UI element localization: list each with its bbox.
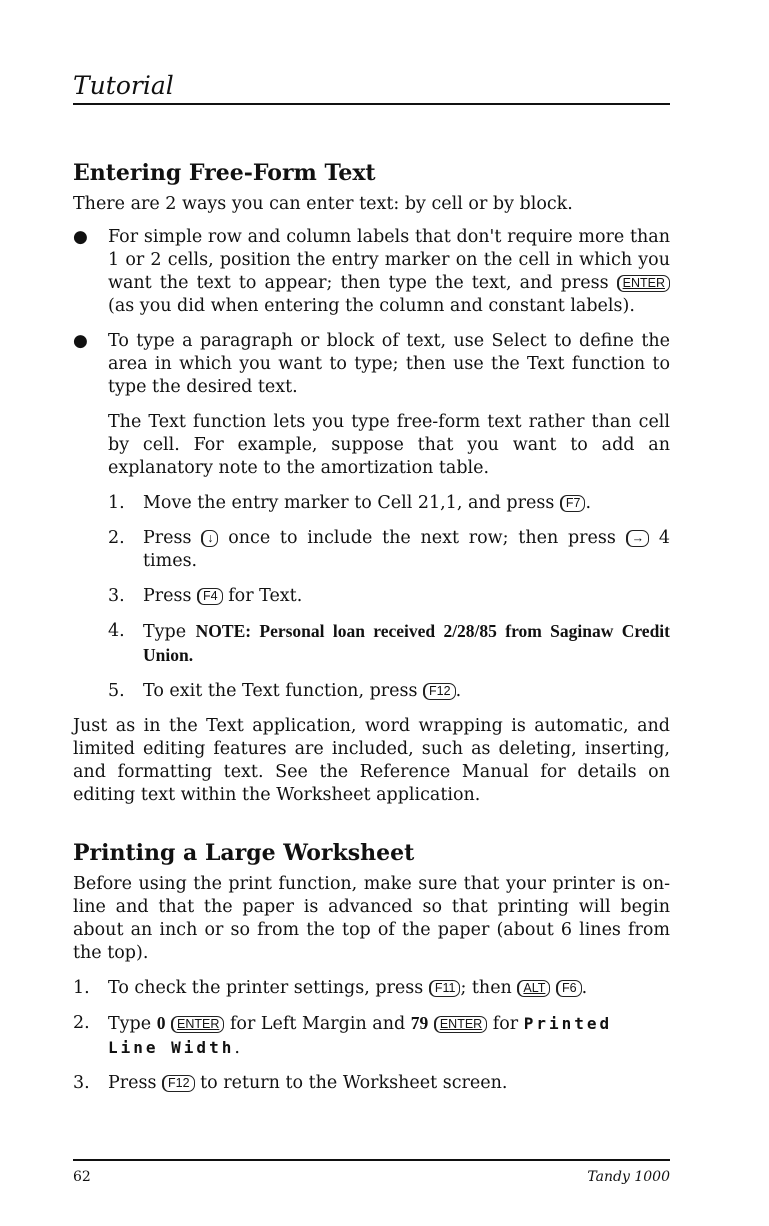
bullet-item: ● For simple row and column labels that don't require more than 1 or 2 cells, position the entry marker on the cell in which you want the text to appear; then type the text, and press ENTER (as you did when entering the column and constant labels). <box>73 227 670 316</box>
page-number: 62 <box>73 1169 91 1185</box>
section-title-entering: Entering Free-Form Text <box>73 160 376 186</box>
step-item: 1. Move the entry marker to Cell 21,1, and press F7 . <box>108 493 592 513</box>
right-arrow-key-icon: → <box>626 530 650 547</box>
entering-outro: Just as in the Text application, word wrapping is automatic, and limited editing features are included, such as deleting, inserting, and formatting text. See the Reference Manual for details on editing text within the Worksheet application. <box>73 716 670 805</box>
enter-key-icon: ENTER <box>171 1016 224 1033</box>
f6-key-icon: F6 <box>556 980 582 997</box>
text-function-paragraph: The Text function lets you type free-form text rather than cell by cell. For example, suppose that you want to add an explanatory note to the amortization table. <box>108 412 670 478</box>
note-text: NOTE: Personal loan received 2/28/85 from Saginaw Credit Union. <box>143 621 670 665</box>
bullet-dot-icon: ● <box>73 331 88 351</box>
step-item: 2. Press ↓ once to include the next row; then press → 4 times. <box>108 528 670 571</box>
text-steps <box>108 492 670 703</box>
printed-line-width-label: Printed Line Width <box>108 1014 613 1057</box>
step-item: 2. Type 0 ENTER for Left Margin and 79 ENTER for Printed Line Width. <box>73 1013 613 1058</box>
bullet-list <box>73 226 670 703</box>
running-header: Tutorial <box>73 70 670 105</box>
enter-key-icon: ENTER <box>434 1016 487 1033</box>
entering-intro: There are 2 ways you can enter text: by cell or by block. <box>73 194 573 214</box>
bullet-item: ● To type a paragraph or block of text, use Select to define the area in which you want to type; then use the Text function to type the desired text. The Text function lets you type free-form text rather than cell by cell. For example, suppose that you want to add an explanatory note to the amortization table. 1. Move the entry marker to Cell 21,1, and press F7 . 2. Press ↓ once to include the next row; then press → 4 times. 3. Press F4 for Text. 4. Type NOTE: Personal loan received 2/28/85 from Saginaw Credit Union. 5. To exit the Text function, press F12 . <box>73 331 670 701</box>
f4-key-icon: F4 <box>197 588 223 605</box>
step-item: 1. To check the printer settings, press F11 ; then ALT F6 . <box>73 978 588 998</box>
zero-value: 0 <box>156 1013 166 1033</box>
step-item: 3. Press F12 to return to the Worksheet screen. <box>73 1073 508 1093</box>
page-footer <box>73 1159 670 1185</box>
printing-intro: Before using the print function, make sure that your printer is on-line and that the paper is advanced so that printing will begin about an inch or so from the top of the paper (about 6 lines from the top). <box>73 874 670 963</box>
down-arrow-key-icon: ↓ <box>201 530 218 547</box>
f12-key-icon: F12 <box>423 683 456 700</box>
book-title: Tandy 1000 <box>587 1169 670 1185</box>
print-steps <box>73 977 670 1095</box>
page-body <box>73 70 670 1107</box>
step-item: 4. Type NOTE: Personal loan received 2/28/85 from Saginaw Credit Union. <box>108 621 670 665</box>
bullet-dot-icon: ● <box>73 227 88 247</box>
section-title-printing: Printing a Large Worksheet <box>73 840 415 866</box>
alt-key-icon: ALT <box>517 980 550 997</box>
step-item: 5. To exit the Text function, press F12 . <box>108 681 462 701</box>
width-value: 79 <box>410 1013 429 1033</box>
step-item: 3. Press F4 for Text. <box>108 586 303 606</box>
enter-key-icon: ENTER <box>617 275 670 292</box>
f7-key-icon: F7 <box>560 495 586 512</box>
f11-key-icon: F11 <box>429 980 461 997</box>
f12-key-icon: F12 <box>162 1075 195 1092</box>
